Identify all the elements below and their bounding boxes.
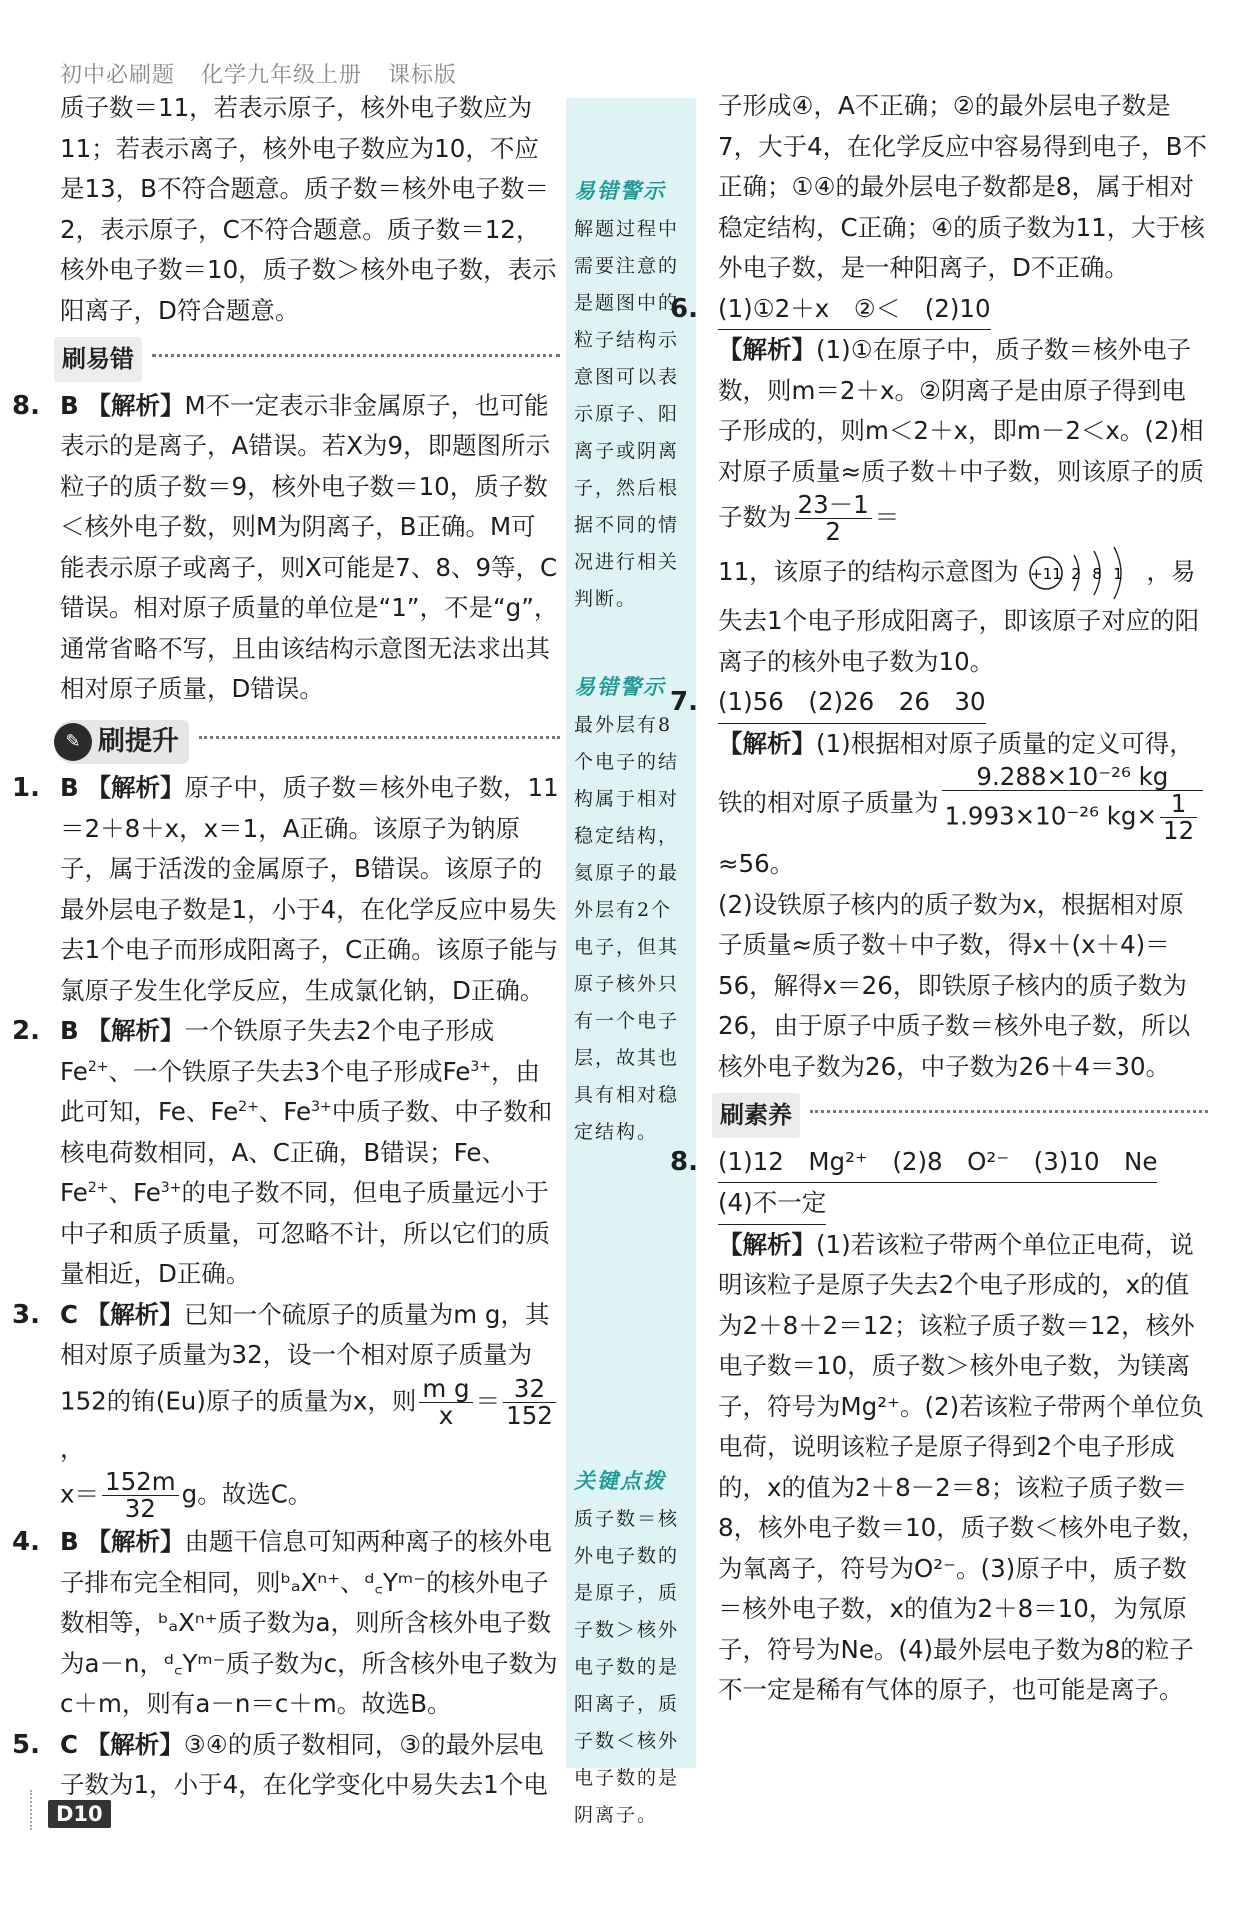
side-note-title: 关键点拨 [574, 1468, 666, 1493]
page-number: D10 [48, 1800, 111, 1828]
denominator: x [438, 1400, 454, 1430]
charge: 2+ [238, 1098, 259, 1115]
analysis-text: (2)设铁原子核内的质子数为x，根据相对原子质量≈质子数＋中子数，得x＋(x＋4)＝56，解得x＝26，即铁原子核内的质子数为26，由于原子中质子数＝核外电子数，所以核外电子数为26，中子数为26＋4＝30。 [718, 889, 1191, 1081]
fraction [102, 1469, 179, 1522]
side-note-text: 解题过程中需要注意的是题图中的粒子结构示意图可以表示原子、阳离子或阴离子，然后根据不同的情况进行相关判断。 [574, 218, 680, 610]
analysis-text: M不一定表示非金属原子，也可能表示的是离子，A错误。若X为9，即题图所示粒子的质子数＝9，核外电子数＝10，质子数＜核外电子数，则M为阴离子，B正确。M可能表示原子或离子，则X可能是7、8、9等，C错误。相对原子质量的单位是“1”，不是“g”，通常省略不写，且由该结构示意图无法求出其相对原子质量，D错误。 [60, 390, 559, 703]
question-1 [12, 768, 560, 1011]
denominator: 152 [506, 1400, 553, 1430]
answer: (4)不一定 [718, 1183, 826, 1225]
numerator: m g [419, 1376, 472, 1403]
side-note-title: 易错警示 [574, 674, 666, 699]
section-title: 刷素养 [712, 1093, 800, 1138]
side-note-text: 最外层有8个电子的结构属于相对稳定结构，氦原子的最外层有2个电子，但其原子核外只有一个电子层，故其也具有相对稳定结构。 [574, 714, 680, 1143]
analysis-text: 、Fe [258, 1097, 312, 1126]
question-2 [12, 1011, 560, 1295]
shell-3-electrons: 1 [1113, 565, 1124, 583]
fraction [942, 764, 1204, 844]
answer: C [60, 1729, 78, 1759]
denominator: 12 [1162, 816, 1195, 845]
side-note-tip-2 [574, 668, 692, 1151]
analysis-text: 11，该原子的结构示意图为 [718, 557, 1019, 586]
section-header-suyang [712, 1093, 1208, 1138]
continued-explanation: 质子数＝11，若表示原子，核外电子数应为11；若表示离子，核外电子数应为10，不应是13，B不符合题意。质子数＝核外电子数＝2，表示原子，C不符合题意。质子数＝12，核外电子数＝10，质子数＞核外电子数，表示阳离子，D符合题意。 [60, 93, 557, 325]
analysis-text: (1)根据相对原子质量的定义可得，铁的相对原子质量为 [718, 728, 1194, 817]
fraction [503, 1373, 556, 1430]
equals: ＝ [874, 502, 900, 532]
question-8 [12, 386, 560, 710]
question-number: 5. [12, 1729, 40, 1760]
question-number: 7. [670, 687, 698, 717]
analysis-text: 原子中，质子数＝核外电子数，11＝2＋8＋x，x＝1，A正确。该原子为钠原子，属于活泼的金属原子，B错误。该原子的最外层电子数是1，小于4，在化学反应中易失去1个电子而形成阳离子，C正确。该原子能与氯原子发生化学反应，生成氯化钠，D正确。 [60, 773, 559, 1005]
charge: 2+ [87, 1058, 109, 1075]
edition-label: 课标版 [388, 63, 458, 88]
analysis-label: 【解析】 [86, 1527, 185, 1556]
divider [152, 354, 560, 357]
question-8-suyang [670, 1142, 1208, 1711]
section-title: 刷易错 [54, 337, 142, 382]
side-note-tip-1 [574, 172, 692, 618]
answer: B [60, 1527, 79, 1556]
answer: B [60, 1016, 79, 1045]
analysis-text: (1)①在原子中，质子数＝核外电子数，则m＝2＋x。②阴离子是由原子得到电子形成的，则m＜2＋x，即m－2＜x。(2)相对原子质量≈质子数＋中子数，则该原子的质子数为 [718, 335, 1205, 532]
question-number: 8. [12, 390, 40, 421]
atom-structure-diagram [1026, 545, 1146, 601]
denominator [942, 791, 1204, 844]
side-note-text: 质子数＝核外电子数的是原子，质子数＞核外电子数的是阳离子，质子数＜核外电子数的是阴离子。 [574, 1508, 680, 1826]
series-name: 初中必刷题 [60, 63, 176, 88]
numerator: 152m [102, 1469, 179, 1496]
analysis-text: ，易失去1个电子形成阳离子，即该原子对应的阳离子的核外电子数为10。 [718, 557, 1200, 676]
analysis-text: x＝ [60, 1479, 99, 1509]
charge: 3+ [470, 1058, 492, 1075]
answer: (1)①2＋x ②＜ (2)10 [718, 289, 991, 331]
analysis-text: ≈56。 [718, 849, 795, 878]
analysis-text: ， [60, 1433, 85, 1463]
analysis-label: 【解析】 [718, 335, 816, 364]
denominator: 2 [825, 517, 841, 546]
section-header-tisheng [54, 720, 560, 765]
analysis-text: (1)若该粒子带两个单位正电荷，说明该粒子是原子失去2个电子形成的，x的值为2＋8＋2＝12；该粒子质子数＝12，核外电子数＝10，质子数＞核外电子数，为镁离子，符号为Mg²⁺。(2)若该粒子带两个单位负电荷，说明该粒子是原子得到2个电子形成的，x的值为2＋8－2＝8；该粒子质子数＝8，核外电子数＝10，质子数＜核外电子数，为氧离子，符号为O²⁻。(3)原子中，质子数＝核外电子数，x的值为2＋8＝10，为氖原子，符号为Ne。(4)最外层电子数为8的粒子不一定是稀有气体的原子，也可能是离子。 [718, 1229, 1206, 1704]
section-title: 刷提升 [98, 725, 179, 757]
answer: C [60, 1299, 78, 1329]
analysis-text: 由题干信息可知两种离子的核外电子排布完全相同，则ᵇₐXⁿ⁺、ᵈ꜀Yᵐ⁻的核外电子数相等，ᵇₐXⁿ⁺质子数为a，则所含核外电子数为a－n，ᵈ꜀Yᵐ⁻质子数为c，所含核外电子数为c＋m，则有a－n＝c＋m。故选B。 [60, 1527, 558, 1718]
question-number: 1. [12, 773, 40, 803]
question-number: 6. [670, 293, 698, 324]
analysis-label: 【解析】 [86, 1016, 185, 1045]
question-number: 4. [12, 1527, 40, 1557]
running-header [60, 58, 475, 89]
section-header-yicuo [54, 337, 560, 382]
question-number: 2. [12, 1016, 40, 1046]
fraction [419, 1373, 472, 1430]
question-7 [670, 682, 1208, 1087]
page-corner-mark [30, 1790, 42, 1830]
answer: (1)56 (2)26 26 30 [718, 682, 986, 724]
analysis-text: 、Fe [108, 1178, 161, 1207]
brush-icon: ✎ [54, 723, 92, 761]
numerator: 32 [503, 1376, 556, 1403]
question-3 [12, 1295, 560, 1523]
divider [199, 736, 560, 739]
question-number: 3. [12, 1299, 40, 1330]
denominator-text: 1.993×10⁻²⁶ kg× [944, 801, 1157, 831]
analysis-label: 【解析】 [86, 390, 185, 420]
charge: 3+ [311, 1098, 332, 1115]
charge: 2+ [87, 1179, 109, 1196]
numerator: 1 [1160, 791, 1197, 818]
analysis-text: 一个铁原子失去2个电子形成Fe [60, 1016, 495, 1086]
shell-1-electrons: 2 [1071, 565, 1082, 583]
numerator: 9.288×10⁻²⁶ kg [942, 764, 1204, 791]
analysis-label: 【解析】 [85, 1299, 184, 1329]
analysis-text: 、一个铁原子失去3个电子形成Fe [108, 1056, 471, 1086]
answer: B [60, 390, 79, 420]
fraction [795, 492, 872, 545]
shell-2-electrons: 8 [1092, 565, 1103, 583]
analysis-label: 【解析】 [86, 773, 185, 802]
analysis-label: 【解析】 [718, 728, 816, 758]
section-title-badge [54, 720, 189, 765]
right-column [670, 86, 1208, 1711]
analysis-label: 【解析】 [85, 1729, 184, 1759]
equals: ＝ [475, 1386, 501, 1415]
side-note-key-point [574, 1462, 692, 1834]
divider [810, 1110, 1208, 1113]
analysis-text: ，由此可知，Fe、Fe [60, 1056, 541, 1126]
side-note-title: 易错警示 [574, 178, 666, 203]
nucleus-charge: +11 [1030, 565, 1063, 583]
charge: 3+ [160, 1179, 182, 1196]
answer: (1)12 Mg²⁺ (2)8 O²⁻ (3)10 Ne [718, 1142, 1157, 1184]
left-column [12, 88, 560, 1806]
question-5 [12, 1725, 560, 1806]
numerator: 23－1 [795, 492, 872, 519]
analysis-text: ③④的质子数相同，③的最外层电子数为1，小于4，在化学变化中易失去1个电 [60, 1729, 548, 1799]
denominator: 32 [124, 1494, 156, 1523]
answer: B [60, 773, 79, 802]
analysis-text: g。故选C。 [181, 1479, 313, 1509]
analysis-text: 中质子数、中子数和核电荷数相同，A、C正确，B错误；Fe、Fe [60, 1097, 553, 1207]
question-4 [12, 1522, 560, 1725]
book-title: 化学九年级上册 [201, 63, 363, 88]
continued-explanation: 子形成④，A不正确；②的最外层电子数是7，大于4，在化学反应中容易得到电子，B不正确；①④的最外层电子数都是8，属于相对稳定结构，C正确；④的质子数为11，大于核外电子数，是一种阳离子，D不正确。 [718, 91, 1207, 282]
question-number: 8. [670, 1146, 698, 1177]
question-6 [670, 289, 1208, 683]
analysis-text: 的电子数不同，但电子质量远小于中子和质子质量，可忽略不计，所以它们的质量相近，D正确。 [60, 1178, 550, 1288]
analysis-text: 已知一个硫原子的质量为m g，其相对原子质量为32，设一个相对原子质量为152的铕(Eu)原子的质量为x，则 [60, 1299, 550, 1415]
analysis-label: 【解析】 [718, 1229, 816, 1259]
fraction [1160, 791, 1197, 844]
